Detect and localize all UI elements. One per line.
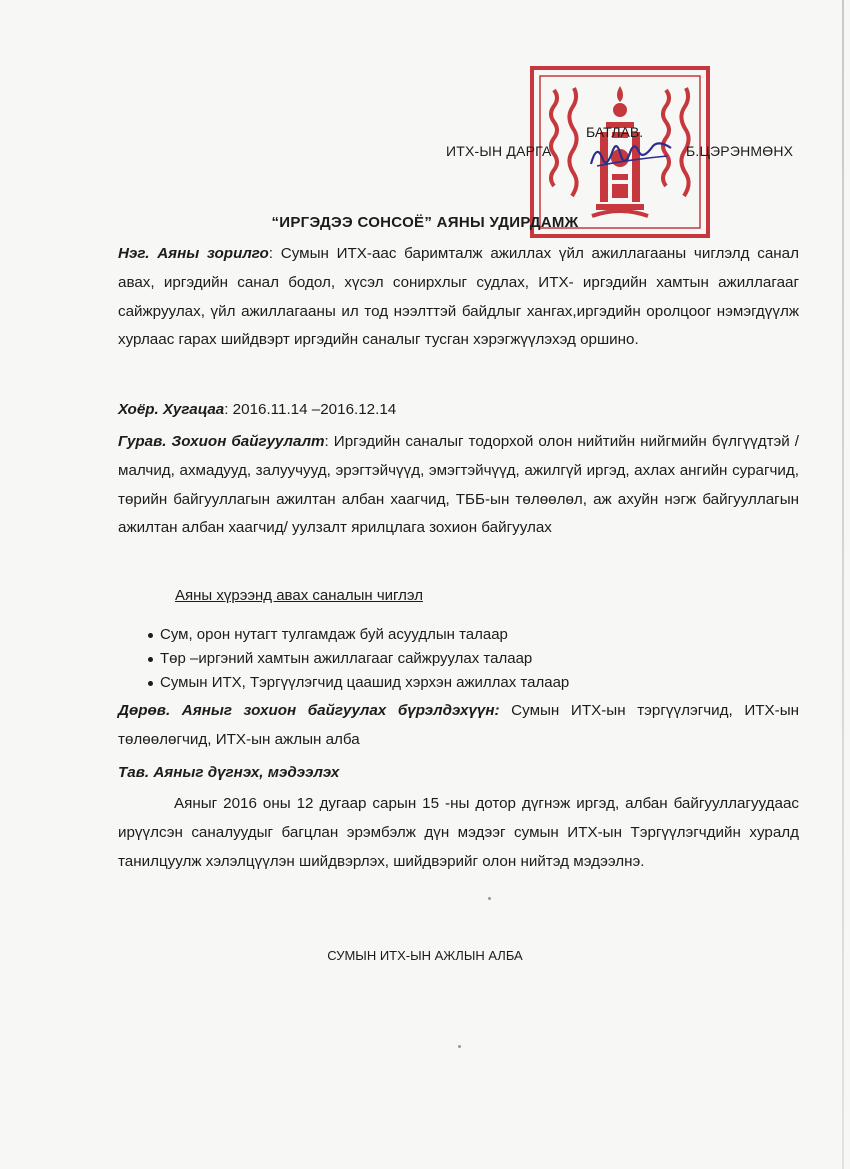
chair-label: ИТХ-ЫН ДАРГА: [446, 143, 552, 159]
document-title: “ИРГЭДЭЭ СОНСОЁ” АЯНЫ УДИРДАМЖ: [271, 214, 579, 231]
list-item: Сумын ИТХ, Тэргүүлэгчид цаашид хэрхэн ажиллах талаар: [148, 671, 569, 695]
section-composition-heading: Дөрөв. Аяныг зохион байгуулах бүрэлдэхүүн:: [118, 702, 500, 719]
section-composition: [118, 697, 799, 755]
paper-speck: [488, 897, 491, 900]
paper-speck: [458, 1045, 461, 1048]
signature-icon: [585, 136, 685, 172]
chair-name: Б.ЦЭРЭНМӨНХ: [686, 143, 794, 159]
directions-list: [148, 623, 569, 695]
list-item: Төр –иргэний хамтын ажиллагааг сайжруулах талаар: [148, 647, 569, 671]
section-summary-text: Аяныг 2016 оны 12 дугаар сарын 15 -ны дотор дүгнэж иргэд, албан байгууллагуудаас ирүүлсэн саналуудыг багцлан эрэмбэлж дүн мэдээг сумын ИТХ-ын Тэргүүлэгчдийн хуралд танилцуулж хэлэлцүүлэн шийдвэрлэх, шийдвэрийг олон нийтэд мэдээлнэ.: [118, 795, 799, 870]
section-summary-heading: Тав. Аяныг дүгнэх, мэдээлэх: [118, 764, 340, 781]
footer-office: СУМЫН ИТХ-ЫН АЖЛЫН АЛБА: [327, 948, 523, 963]
section-summary-heading-block: [118, 759, 799, 788]
approve-title: БАТЛАВ.: [586, 124, 644, 140]
directions-heading: Аяны хүрээнд авах саналын чиглэл: [175, 587, 423, 604]
section-goal-text: : Сумын ИТХ-аас баримталж ажиллах үйл ажиллагааны чиглэлд санал авах, иргэдийн санал бодол, хүсэл сонирхлыг судлах, ИТХ- иргэдийн хамтын ажиллагааг сайжруулах, үйл ажиллагааны ил тод нээлттэй байдлыг хангах,иргэдийн оролцоог нэмэгдүүлж хурлаас гарах шийдвэрт иргэдийн саналыг тусган хэрэгжүүлэхэд оршино.: [118, 245, 799, 349]
section-organization-text: : Иргэдийн саналыг тодорхой олон нийтийн нийгмийн бүлгүүдтэй /малчид, ахмадууд, залуучууд, эрэгтэйчүүд, эмэгтэйчүүд, ажилгүй иргэд, ахлах ангийн сурагчид, төрийн байгууллагын ажилтан албан хаагчид, ТББ-ын төлөөлөл, аж ахуйн нэгж байгууллагын ажилтан албан хаагчид/ уулзалт ярилцлага зохион байгуулах: [118, 433, 799, 537]
section-goal: [118, 240, 799, 355]
section-composition-text: Сумын ИТХ-ын тэргүүлэгчид, ИТХ-ын төлөөлөгчид, ИТХ-ын ажлын алба: [118, 702, 799, 748]
section-duration-text: : 2016.11.14 –2016.12.14: [224, 401, 397, 418]
section-goal-heading: Нэг. Аяны зорилго: [118, 245, 269, 262]
list-item: Сум, орон нутагт тулгамдаж буй асуудлын талаар: [148, 623, 569, 647]
section-organization: [118, 428, 799, 543]
section-duration-heading: Хоёр. Хугацаа: [118, 401, 225, 418]
section-organization-heading: Гурав. Зохион байгуулалт: [118, 433, 325, 450]
section-duration: [118, 396, 799, 425]
page-edge: [842, 0, 844, 1169]
